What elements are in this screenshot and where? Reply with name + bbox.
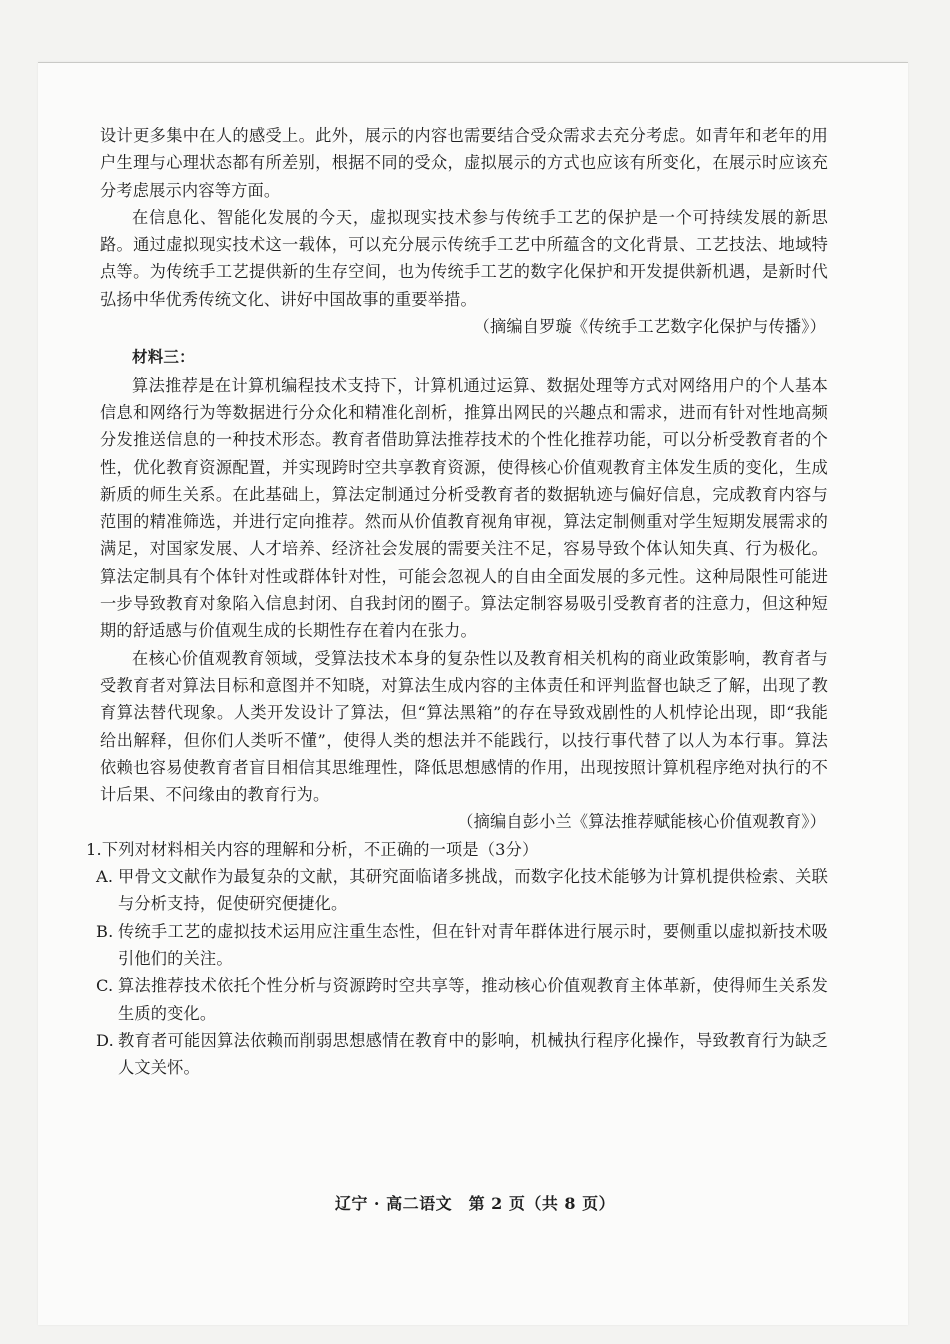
option-d-text: 教育者可能因算法依赖而削弱思想感情在教育中的影响，机械执行程序化操作，导致教育行为缺乏人文关怀。: [118, 1030, 828, 1078]
material-3-paragraph-2: 在核心价值观教育领域，受算法技术本身的复杂性以及教育相关机构的商业政策影响，教育者与受教育者对算法目标和意图并不知晓，对算法生成内容的主体责任和评判监督也缺乏了解，出现了教育算法替代现象。人类开发设计了算法，但“算法黑箱”的存在导致戏剧性的人机悖论出现，即“我能给出解释，但你们人类听不懂”，使得人类的想法并不能践行，以技行事代替了以人为本行事。算法依赖也容易使教育者盲目相信其思维理性，降低思想感情的作用，出现按照计算机程序绝对执行的不计后果、不问缘由的教育行为。: [100, 648, 828, 805]
option-c-letter: C.: [96, 976, 114, 996]
document-body: [86, 122, 828, 1081]
source-citation-2: （摘编自彭小兰《算法推荐赋能核心价值观教育》）: [457, 812, 826, 832]
option-d-letter: D.: [96, 1030, 114, 1050]
intro-paragraph-1: 设计更多集中在人的感受上。此外，展示的内容也需要结合受众需求去充分考虑。如青年和老年的用户生理与心理状态都有所差别，根据不同的受众，虚拟展示的方式也应该有所变化，在展示时应该充分考虑展示内容等方面。: [100, 126, 828, 200]
material-3-paragraph-1: 算法推荐是在计算机编程技术支持下，计算机通过运算、数据处理等方式对网络用户的个人基本信息和网络行为等数据进行分众化和精准化剖析，推算出网民的兴趣点和需求，进而有针对性地高频分发推送信息的一种技术形态。教育者借助算法推荐技术的个性化推荐功能，可以分析受教育者的个性，优化教育资源配置，并实现跨时空共享教育资源，使得核心价值观教育主体发生质的变化，生成新质的师生关系。在此基础上，算法定制通过分析受教育者的数据轨迹与偏好信息，完成教育内容与范围的精准筛选，并进行定向推荐。然而从价值教育视角审视，算法定制侧重对学生短期发展需求的满足，对国家发展、人才培养、经济社会发展的需要关注不足，容易导致个体认知失真、行为极化。算法定制具有个体针对性或群体针对性，可能会忽视人的自由全面发展的多元性。这种局限性可能进一步导致教育对象陷入信息封闭、自我封闭的圈子。算法定制容易吸引受教育者的注意力，但这种短期的舒适感与价值观生成的长期性存在着内在张力。: [100, 375, 828, 641]
source-citation-1: （摘编自罗璇《传统手工艺数字化保护与传播》）: [473, 317, 826, 337]
material-3-heading: 材料三：: [132, 348, 195, 367]
intro-paragraph-2: 在信息化、智能化发展的今天，虚拟现实技术参与传统手工艺的保护是一个可持续发展的新思路。通过虚拟现实技术这一载体，可以充分展示传统手工艺中所蕴含的文化背景、工艺技法、地域特点等。为传统手工艺提供新的生存空间，也为传统手工艺的数字化保护和开发提供新机遇，是新时代弘扬中华优秀传统文化、讲好中国故事的重要举措。: [100, 207, 828, 309]
option-b-letter: B.: [96, 921, 114, 941]
option-b: [96, 918, 828, 973]
option-a-text: 甲骨文文献作为最复杂的文献，其研究面临诸多挑战，而数字化技术能够为计算机提供检索、关联与分析支持，促使研究便捷化。: [118, 867, 828, 914]
option-a-letter: A.: [96, 867, 114, 887]
option-a: [96, 863, 828, 918]
option-d: [96, 1027, 828, 1082]
page-footer: 辽宁 · 高二语文 第 2 页（共 8 页）: [334, 1194, 616, 1213]
option-c-text: 算法推荐技术依托个性分析与资源跨时空共享等，推动核心价值观教育主体革新，使得师生关系发生质的变化。: [118, 976, 828, 1023]
option-c: [96, 972, 828, 1027]
question-1-stem: 1.下列对材料相关内容的理解和分析，不正确的一项是（3分）: [86, 839, 539, 859]
option-b-text: 传统手工艺的虚拟技术运用应注重生态性，但在针对青年群体进行展示时，要侧重以虚拟新技术吸引他们的关注。: [118, 921, 828, 968]
